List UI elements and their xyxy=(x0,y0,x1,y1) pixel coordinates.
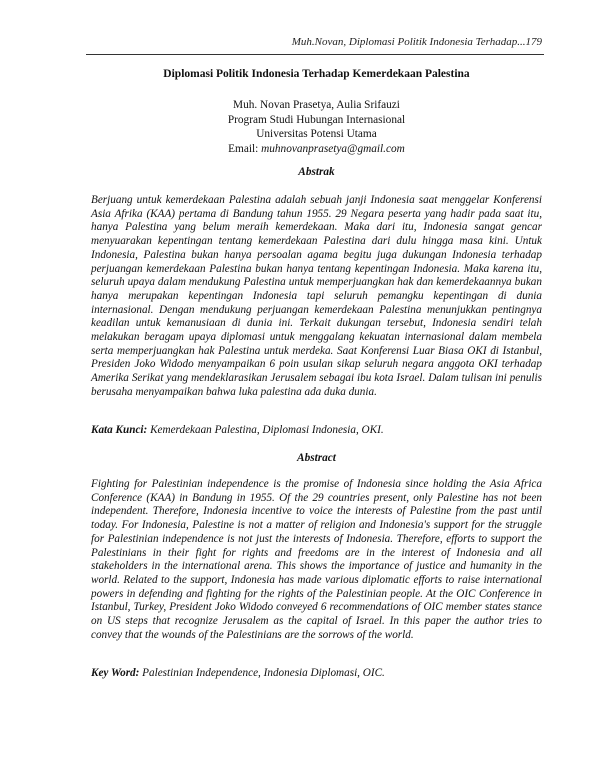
kata-kunci-value: Kemerdekaan Palestina, Diplomasi Indonesia, OKI. xyxy=(150,424,384,436)
header-rule xyxy=(86,54,544,55)
abstract-heading: Abstract xyxy=(297,452,336,464)
abstract-text: Fighting for Palestinian independence is the promise of Indonesia since holding the Asia Africa Conference (KAA) in Bandung in 1955. Of the 29 countries present, only Palestine has not been independent. Therefore, Indonesia incentive to voice the interests of Palestine from the past until today. For Indonesia, Palestine is not a matter of religion and Indonesia's support for the struggle for Palestinian independence is not just the interests of Indonesia. Therefore, efforts to support the Palestinians in their fight for rights and freedoms are in the interest of Indonesia and all stakeholders in the international arena. This shows the importance of justice and humanity in the world. Related to the support, Indonesia has made various diplomatic efforts to raise international powers in defending and fighting for the rights of the Palestinian people. At the OIC Conference in Istanbul, Turkey, President Joko Widodo conveyed 6 recommendations of OIC member states stance on US steps that recognize Jerusalem as the capital of Israel. In this paper the author tries to convey that the wounds of the Palestinians are the sorrows of the world. xyxy=(91,478,542,641)
kata-kunci xyxy=(91,424,542,436)
key-word-label: Key Word: xyxy=(91,667,140,679)
key-word-value: Palestinian Independence, Indonesia Diplomasi, OIC. xyxy=(142,667,385,679)
email-label: Email: xyxy=(228,142,259,155)
paper-title: Diplomasi Politik Indonesia Terhadap Kemerdekaan Palestina xyxy=(163,68,470,80)
abstrak-heading: Abstrak xyxy=(298,166,335,178)
author-block xyxy=(91,98,542,156)
author-email-line xyxy=(91,142,542,157)
kata-kunci-label: Kata Kunci: xyxy=(91,424,148,436)
abstrak-text: Berjuang untuk kemerdekaan Palestina adalah sebuah janji Indonesia saat menggelar Konferensi Asia Afrika (KAA) pertama di Bandung tahun 1955. 29 Negara peserta yang hadir pada saat itu, hanya Palestina yang belum meraih kemerdekaan. Maka dari itu, Indonesia sangat gencar menyuarakan kepentingan tentang kemerdekaan Palestina dari dulu hingga masa kini. Untuk Indonesia, Palestina bukan hanya persoalan agama begitu juga dukungan Indonesia terhadap perjuangan kemerdekaan Palestina bukan hanya tentang kepentingan Indonesia. Maka karena itu, seluruh upaya dalam mendukung Palestina untuk memperjuangkan hak dan kemerdekaannya bukan hanya merupakan kepentingan Indonesia tapi seluruh pemangku kepentingan di dunia internasional. Dengan mendukung perjuangan kemerdekaan Palestina menunjukkan pentingnya keadilan untuk kemanusiaan di dunia ini. Terkait dukungan tersebut, Indonesia sendiri telah melakukan beragam upaya diplomasi untuk menggalang kekuatan internasional dalam membela serta memperjuangkan hak Palestina untuk merdeka. Saat Konferensi Luar Biasa OKI di Istanbul, Presiden Joko Widodo menyampaikan 6 poin usulan sikap seluruh negara anggota OKI terhadap Amerika Serikat yang mendeklarasikan Jerusalem sebagai ibu kota Israel. Dalam tulisan ini penulis berusaha menyampaikan bahwa luka palestina ada duka dunia. xyxy=(91,194,542,398)
author-program: Program Studi Hubungan Internasional xyxy=(227,113,406,126)
running-header: Muh.Novan, Diplomasi Politik Indonesia Terhadap...179 xyxy=(291,36,542,48)
key-word xyxy=(91,667,542,679)
author-names: Muh. Novan Prasetya, Aulia Srifauzi xyxy=(233,99,400,111)
author-university: Universitas Potensi Utama xyxy=(256,128,377,140)
author-email[interactable]: muhnovanprasetya@gmail.com xyxy=(261,142,405,155)
